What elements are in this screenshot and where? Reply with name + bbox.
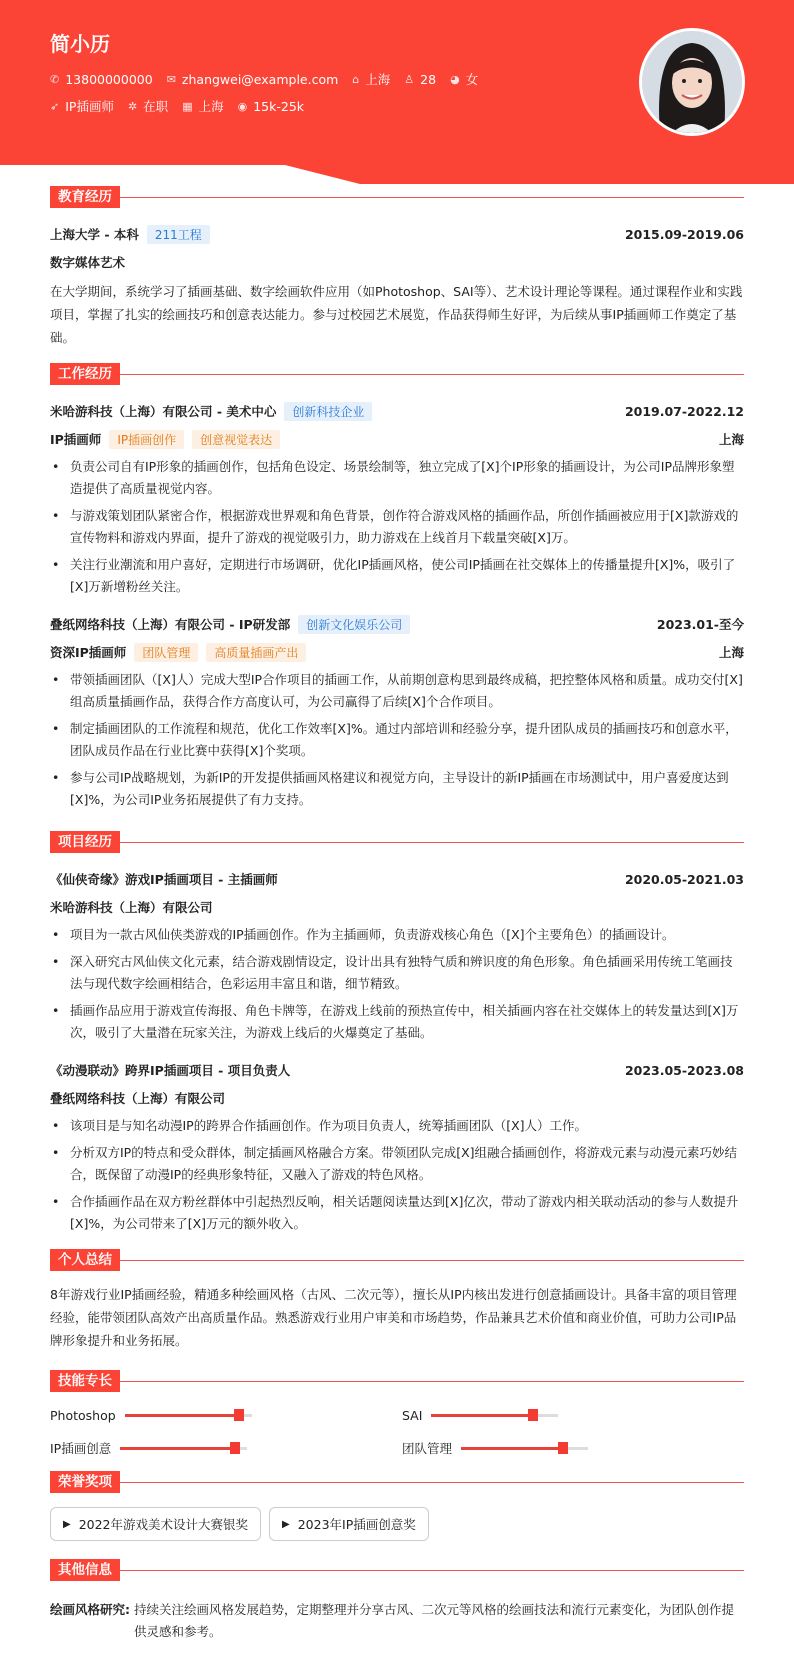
status: 在职 <box>143 99 169 114</box>
project-title: 《仙侠奇缘》游戏IP插画项目 - 主插画师 <box>50 872 278 887</box>
candidate-name: 简小历 <box>50 32 110 56</box>
section-title-other: 其他信息 <box>50 1559 120 1581</box>
skill-item <box>402 1408 744 1423</box>
skill-item <box>50 1439 402 1457</box>
role-tag: 团队管理 <box>134 643 198 662</box>
gender-icon: ◕ <box>450 72 460 86</box>
award-item <box>269 1507 429 1541</box>
skill-name: Photoshop <box>50 1408 116 1423</box>
list-item: • 参与公司IP战略规划，为新IP的开发提供插画风格建议和视觉方向，主导设计的新IP插画在市场测试中，用户喜爱度达到[X]%，为公司IP业务拓展提供了有力支持。 <box>50 767 744 811</box>
list-item: • 深入研究古风仙侠文化元素，结合游戏剧情设定，设计出具有独特气质和辨识度的角色形象。角色插画采用传统工笔画技法与现代数字绘画相结合，色彩运用丰富且和谐，细节精致。 <box>50 951 744 995</box>
role: IP插画师 <box>50 432 102 447</box>
skill-item <box>402 1439 744 1457</box>
section-title-work: 工作经历 <box>50 363 120 385</box>
edu-desc: 在大学期间，系统学习了插画基础、数字绘画软件应用（如Photoshop、SAI等）、艺术设计理论等课程。通过课程作业和实践项目，掌握了扎实的绘画技巧和创意表达能力。参与过校园艺术展览，作品获得师生好评，为后续从事IP插画师工作奠定了基础。 <box>50 284 743 345</box>
list-item: • 项目为一款古风仙侠类游戏的IP插画创作。作为主插画师，负责游戏核心角色（[X]个主要角色）的插画设计。 <box>50 924 744 946</box>
divider <box>120 1260 744 1261</box>
award-label: 2023年IP插画创意奖 <box>297 1517 416 1532</box>
gender: 女 <box>465 72 479 87</box>
company-tag: 创新科技企业 <box>284 402 372 421</box>
money-icon: ◉ <box>237 99 248 113</box>
school: 上海大学 - 本科 <box>50 227 139 242</box>
summary-text: 8年游戏行业IP插画经验，精通多种绘画风格（古风、二次元等），擅长从IP内核出发进行创意插画设计。具备丰富的项目管理经验，能带领团队高效产出高质量作品。熟悉游戏行业用户审美和市场趋势，作品兼具艺术价值和商业价值，可助力公司IP品牌形象提升和业务拓展。 <box>50 1287 737 1348</box>
divider <box>120 1381 744 1382</box>
email: zhangwei@example.com <box>181 71 339 87</box>
skill-name: SAI <box>402 1408 423 1423</box>
work-entry <box>50 397 744 598</box>
project-title: 《动漫联动》跨界IP插画项目 - 项目负责人 <box>50 1063 291 1078</box>
role: 资深IP插画师 <box>50 645 127 660</box>
list-item: • 合作插画作品在双方粉丝群体中引起热烈反响，相关话题阅读量达到[X]亿次，带动了游戏内相关联动活动的参与人数提升[X]%，为公司带来了[X]万元的额外收入。 <box>50 1191 744 1235</box>
skill-handle <box>234 1409 244 1421</box>
city: 上海 <box>365 72 391 87</box>
target-city: 上海 <box>198 99 224 114</box>
work-city: 上海 <box>718 645 744 660</box>
job: IP插画师 <box>65 99 114 114</box>
work-entry <box>50 610 744 811</box>
project-entry <box>50 1056 744 1235</box>
other-label: 绘画风格研究: <box>50 1602 130 1617</box>
avatar <box>639 28 745 136</box>
salary: 15k-25k <box>253 98 305 114</box>
list-item: • 制定插画团队的工作流程和规范，优化工作效率[X]%。通过内部培训和经验分享，提升团队成员的插画技巧和创意水平，团队成员作品在行业比赛中获得[X]个奖项。 <box>50 718 744 762</box>
divider <box>120 842 744 843</box>
skill-bar <box>431 1414 558 1417</box>
work-city: 上海 <box>718 432 744 447</box>
divider <box>120 374 744 375</box>
list-item: • 带领插画团队（[X]人）完成大型IP合作项目的插画工作，从前期创意构思到最终成稿，把控整体风格和质量。成功交付[X]组高质量插画作品，获得合作方高度认可，为公司赢得了后续[X]个合作项目。 <box>50 669 744 713</box>
building-icon: ▦ <box>182 99 193 113</box>
divider <box>120 197 744 198</box>
work-date: 2019.07-2022.12 <box>624 403 744 419</box>
skill-handle <box>230 1442 240 1454</box>
contact-row <box>50 70 478 88</box>
list-item: • 关注行业潮流和用户喜好，定期进行市场调研，优化IP插画风格，使公司IP插画在社交媒体上的传播量提升[X]%，吸引了[X]万新增粉丝关注。 <box>50 554 744 598</box>
skill-handle <box>558 1442 568 1454</box>
age: 28 <box>420 71 437 87</box>
divider <box>120 1570 744 1571</box>
skill-name: 团队管理 <box>402 1441 453 1456</box>
project-date: 2020.05-2021.03 <box>624 871 744 887</box>
company: 米哈游科技（上海）有限公司 - 美术中心 <box>50 404 277 419</box>
mail-icon: ✉ <box>166 72 176 86</box>
school-tag: 211工程 <box>147 225 210 244</box>
status-icon: ✲ <box>127 99 138 113</box>
skill-name: IP插画创意 <box>50 1441 112 1456</box>
other-text: 持续关注绘画风格发展趋势，定期整理并分享古风、二次元等风格的绘画技法和流行元素变化，为团队创作提供灵感和参考。 <box>134 1602 735 1639</box>
award-item <box>50 1507 261 1541</box>
triangle-icon: ▶ <box>282 1518 290 1530</box>
project-entry <box>50 865 744 1044</box>
award-label: 2022年游戏美术设计大赛银奖 <box>78 1517 249 1532</box>
home-icon: ⌂ <box>352 72 360 86</box>
edu-date: 2015.09-2019.06 <box>624 226 744 242</box>
role-tag: 高质量插画产出 <box>206 643 306 662</box>
list-item: • 分析双方IP的特点和受众群体，制定插画风格融合方案。带领团队完成[X]组融合插画创作，将游戏元素与动漫元素巧妙结合，既保留了动漫IP的经典形象特征，又融入了游戏的特色风格。 <box>50 1142 744 1186</box>
section-title-skills: 技能专长 <box>50 1370 120 1392</box>
skill-bar <box>461 1447 588 1450</box>
project-company: 叠纸网络科技（上海）有限公司 <box>50 1091 226 1106</box>
divider <box>120 1482 744 1483</box>
skill-bar <box>120 1447 247 1450</box>
major: 数字媒体艺术 <box>50 255 126 270</box>
phone-icon: ✆ <box>50 72 60 86</box>
cake-icon: ♙ <box>404 72 415 86</box>
skill-handle <box>528 1409 538 1421</box>
project-date: 2023.05-2023.08 <box>624 1062 744 1078</box>
section-title-projects: 项目经历 <box>50 831 120 853</box>
phone: 13800000000 <box>65 71 153 87</box>
role-tag: IP插画创作 <box>109 430 184 449</box>
skill-bar <box>125 1414 252 1417</box>
list-item: • 与游戏策划团队紧密合作，根据游戏世界观和角色背景，创作符合游戏风格的插画作品，所创作插画被应用于[X]款游戏的宣传物料和游戏内界面，提升了游戏的视觉吸引力，助力游戏在上线首月下载量突破[X]万。 <box>50 505 744 549</box>
work-date: 2023.01-至今 <box>656 617 744 632</box>
list-item: • 插画作品应用于游戏宣传海报、角色卡牌等，在游戏上线前的预热宣传中，相关插画内容在社交媒体上的转发量达到[X]万次，吸引了大量潜在玩家关注，为游戏上线后的火爆奠定了基础。 <box>50 1000 744 1044</box>
send-icon: ➶ <box>50 99 60 113</box>
role-tag: 创意视觉表达 <box>192 430 280 449</box>
resume-body <box>50 184 744 1643</box>
section-title-summary: 个人总结 <box>50 1249 120 1271</box>
list-item: • 负责公司自有IP形象的插画创作，包括角色设定、场景绘制等，独立完成了[X]个IP形象的插画设计，为公司IP品牌形象塑造提供了高质量视觉内容。 <box>50 456 744 500</box>
project-company: 米哈游科技（上海）有限公司 <box>50 900 213 915</box>
section-title-education: 教育经历 <box>50 186 120 208</box>
company: 叠纸网络科技（上海）有限公司 - IP研发部 <box>50 617 291 632</box>
list-item: • 该项目是与知名动漫IP的跨界合作插画创作。作为项目负责人，统筹插画团队（[X]人）工作。 <box>50 1115 744 1137</box>
job-row <box>50 97 304 115</box>
skill-item <box>50 1408 402 1423</box>
triangle-icon: ▶ <box>63 1518 71 1530</box>
company-tag: 创新文化娱乐公司 <box>298 615 410 634</box>
section-title-awards: 荣誉奖项 <box>50 1471 120 1493</box>
